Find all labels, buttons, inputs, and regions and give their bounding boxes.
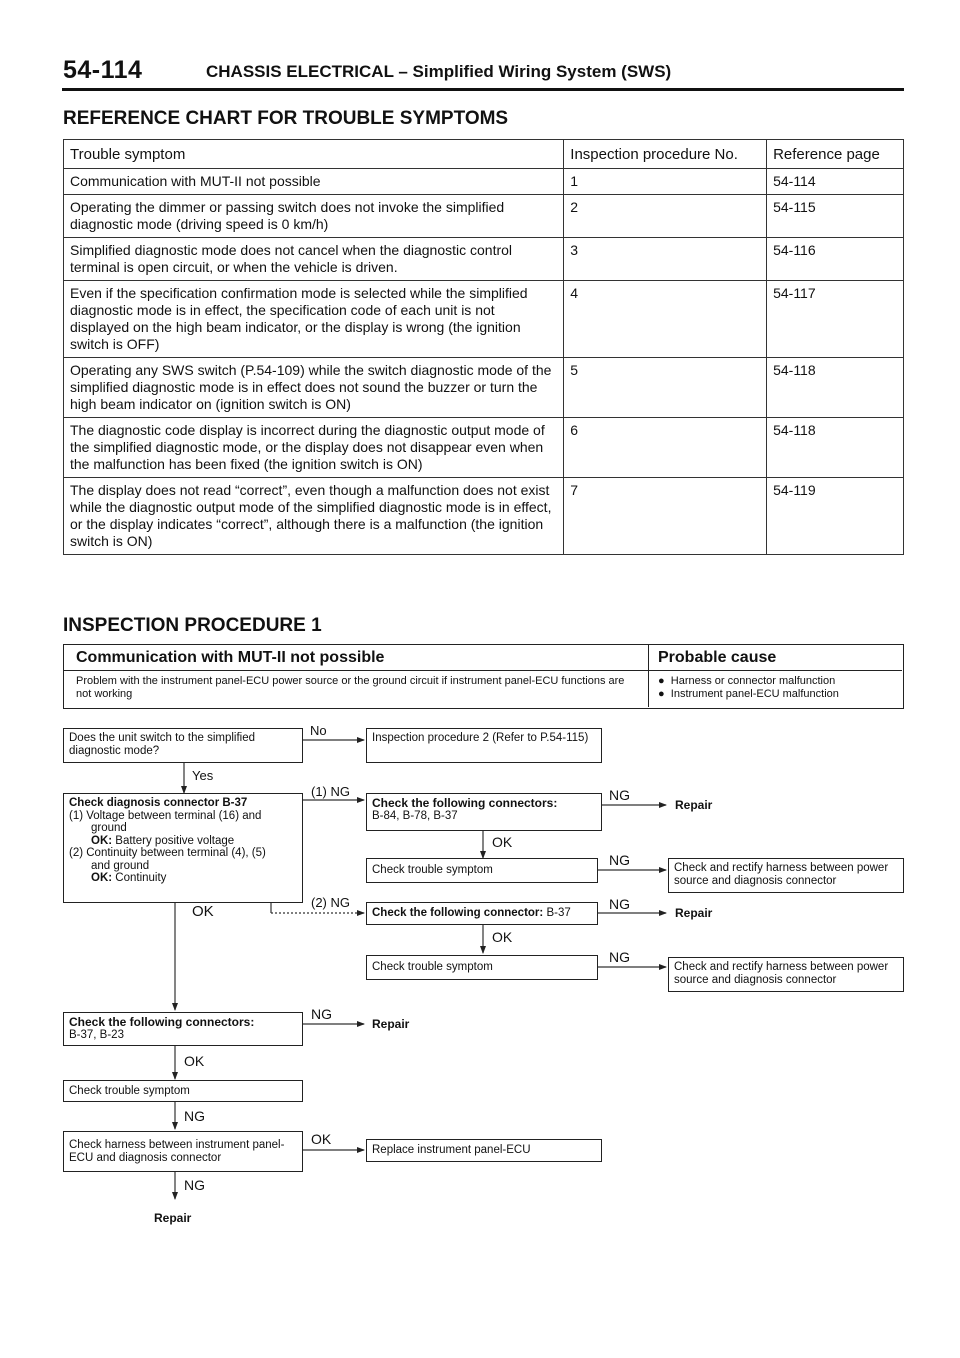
check-trouble-symptom-box	[366, 955, 598, 980]
cause-item: ● Instrument panel-ECU malfunction	[658, 688, 839, 700]
yes-label: Yes	[192, 768, 214, 783]
box-text: Check harness between instrument panel-ECU and diagnosis connector	[69, 1139, 285, 1164]
repair-label: Repair	[675, 798, 713, 812]
page-cell: 54-118	[767, 358, 904, 418]
page-cell: 54-116	[767, 238, 904, 281]
box-text: Check trouble symptom	[69, 1085, 190, 1097]
box-heading: Check diagnosis connector B-37	[69, 797, 248, 809]
diagnostic-mode-question-box	[63, 728, 303, 763]
box-text: Check and rectify harness between power source and diagnosis connector	[674, 862, 889, 887]
ok-criteria-label: OK:	[91, 834, 113, 847]
check-trouble-symptom-box	[366, 858, 598, 883]
procedure-cell: 4	[564, 281, 767, 358]
ng-label: NG	[311, 1006, 332, 1022]
box-line	[69, 835, 297, 848]
repair-label: Repair	[372, 1017, 410, 1031]
symptom-cell: The display does not read “correct”, even though a malfunction does not exist while the diagnostic output mode of the simplified diagnostic mode is in effect, or the display indicates “correct”, although there is a malfunction (the ignition switch is ON)	[64, 478, 564, 555]
page-cell: 54-119	[767, 478, 904, 555]
box-text: Check trouble symptom	[372, 961, 493, 973]
page-cell: 54-115	[767, 195, 904, 238]
column-header: Trouble symptom	[64, 140, 564, 169]
symptom-title: Communication with MUT-II not possible	[76, 649, 385, 666]
ng-label: NG	[609, 787, 630, 803]
box-line: B-37, B-23	[69, 1028, 124, 1041]
section-title: CHASSIS ELECTRICAL – Simplified Wiring System (SWS)	[206, 62, 672, 81]
procedure-cell: 7	[564, 478, 767, 555]
page-number: 54-114	[63, 56, 143, 84]
ok-label: OK	[311, 1131, 332, 1147]
reference-chart-title: REFERENCE CHART FOR TROUBLE SYMPTOMS	[63, 108, 509, 129]
page-cell: 54-118	[767, 418, 904, 478]
check-diagnosis-connector-box	[63, 793, 303, 903]
box-text: Check trouble symptom	[372, 864, 493, 876]
page-cell: 54-117	[767, 281, 904, 358]
ok-label: OK	[184, 1053, 205, 1069]
check-trouble-symptom-box	[63, 1080, 303, 1102]
check-connector-b37-box	[366, 902, 598, 925]
box-text: Does the unit switch to the simplified diagnostic mode?	[69, 732, 256, 757]
ok-criteria-value: Continuity	[115, 872, 167, 884]
symptom-cell: The diagnostic code display is incorrect during the diagnostic output mode of the simplified diagnostic mode, or the display does not disappear even when the malfunction has been fixed (the ignition switch is ON)	[64, 418, 564, 478]
replace-ecu-box	[366, 1139, 602, 1162]
column-header: Reference page	[767, 140, 904, 169]
box-line	[69, 872, 297, 885]
box-heading: Check the following connectors:	[372, 796, 558, 810]
box-text: Inspection procedure 2 (Refer to P.54-115)	[372, 732, 589, 744]
repair-label: Repair	[675, 906, 713, 920]
no-label: No	[310, 723, 327, 738]
cause-item: ● Harness or connector malfunction	[658, 675, 836, 687]
page-cell: 54-114	[767, 169, 904, 195]
ng-label: NG	[609, 852, 630, 868]
box-line: (2) Continuity between terminal (4), (5)	[69, 847, 266, 859]
procedure-cell: 6	[564, 418, 767, 478]
inspection-procedure-2-box	[366, 728, 602, 763]
procedure-cell: 3	[564, 238, 767, 281]
box-line: B-84, B-78, B-37	[372, 809, 458, 822]
ng-1-label: (1) NG	[311, 784, 350, 799]
ng-label: NG	[184, 1177, 205, 1193]
problem-description: Problem with the instrument panel-ECU power source or the ground circuit if instrument panel-ECU functions are not working	[76, 675, 625, 700]
ok-criteria-value: Battery positive voltage	[115, 834, 235, 847]
procedure-cell: 1	[564, 169, 767, 195]
box-heading: Check the following connectors:	[69, 1015, 255, 1029]
procedure-cell: 2	[564, 195, 767, 238]
cause-text: Instrument panel-ECU malfunction	[670, 688, 839, 700]
ng-label: NG	[609, 949, 630, 965]
box-text: Check and rectify harness between power source and diagnosis connector	[674, 961, 889, 986]
box-text: Replace instrument panel-ECU	[372, 1144, 531, 1156]
ok-label: OK	[492, 834, 513, 850]
procedure-title: INSPECTION PROCEDURE 1	[63, 615, 322, 636]
procedure-cell: 5	[564, 358, 767, 418]
symptom-cell: Communication with MUT-II not possible	[64, 169, 564, 195]
ng-label: NG	[609, 896, 630, 912]
check-connectors-b23-box	[63, 1012, 303, 1046]
symptom-cell: Simplified diagnostic mode does not cancel when the diagnostic control terminal is open circuit, or when the vehicle is driven.	[64, 238, 564, 281]
rectify-harness-box	[668, 858, 904, 893]
ok-label: OK	[492, 929, 513, 945]
ok-label: OK	[192, 903, 214, 920]
rectify-harness-box	[668, 957, 904, 992]
symptom-cell: Operating the dimmer or passing switch does not invoke the simplified diagnostic mode (driving speed is 0 km/h)	[64, 195, 564, 238]
ng-label: NG	[184, 1108, 205, 1124]
ok-criteria-label: OK:	[91, 872, 113, 884]
cause-text: Harness or connector malfunction	[670, 675, 836, 687]
box-line: and ground	[91, 859, 150, 872]
box-line: ground	[91, 822, 127, 834]
cause-title: Probable cause	[658, 649, 777, 666]
repair-label: Repair	[154, 1211, 192, 1225]
box-line: (1) Voltage between terminal (16) and	[69, 809, 262, 822]
ng-2-label: (2) NG	[311, 895, 350, 910]
box-heading: Check the following connector:	[372, 907, 544, 919]
check-connectors-b84-box	[366, 793, 602, 831]
check-harness-box	[63, 1131, 303, 1172]
symptom-cell: Operating any SWS switch (P.54-109) while the switch diagnostic mode of the simplified diagnostic mode is in effect does not sound the buzzer or turn the high beam indicator on (ignition switch is ON)	[64, 358, 564, 418]
column-header: Inspection procedure No.	[564, 140, 767, 169]
symptom-cell: Even if the specification confirmation mode is selected while the simplified diagnostic mode is in effect, the specification code of each unit is not displayed on the high beam indicator, or the display is wrong (the ignition switch is OFF)	[64, 281, 564, 358]
box-text: B-37	[546, 907, 571, 919]
